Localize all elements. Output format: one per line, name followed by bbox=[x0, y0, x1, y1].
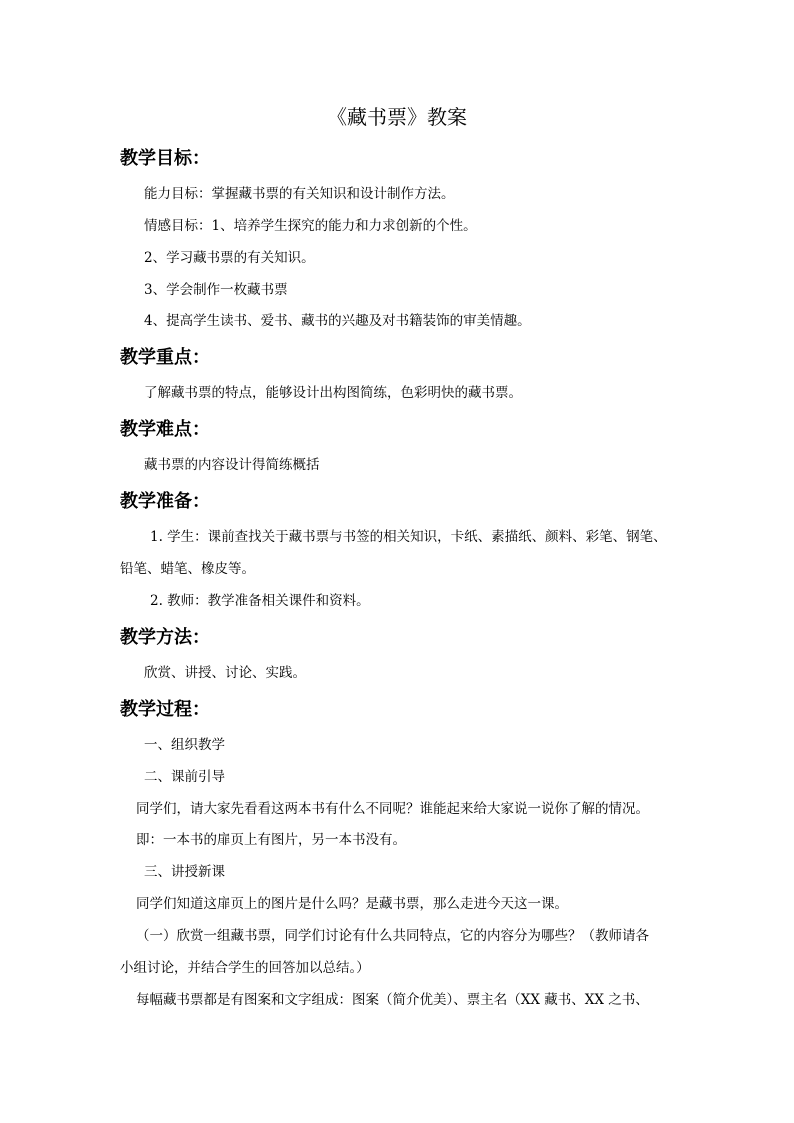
heading-process: 教学过程： bbox=[120, 699, 210, 720]
methods-line-1: 欣赏、讲授、讨论、实践。 bbox=[144, 665, 306, 681]
goals-line-5: 4、提高学生读书、爱书、藏书的兴趣及对书籍装饰的审美情趣。 bbox=[144, 313, 531, 329]
preparation-line-3: 2. 教师：教学准备相关课件和资料。 bbox=[150, 593, 370, 609]
process-line-2: 二、课前引导 bbox=[144, 769, 225, 785]
process-line-3: 同学们，请大家先看看这两本书有什么不同呢？谁能起来给大家说一说你了解的情况。 bbox=[136, 801, 649, 817]
preparation-line-2: 铅笔、蜡笔、橡皮等。 bbox=[120, 561, 255, 577]
process-line-6: 同学们知道这扉页上的图片是什么吗？是藏书票，那么走进今天这一课。 bbox=[136, 896, 568, 912]
goals-line-4: 3、学会制作一枚藏书票 bbox=[144, 282, 288, 298]
heading-goals: 教学目标： bbox=[120, 148, 210, 169]
process-line-7: （一）欣赏一组藏书票，同学们讨论有什么共同特点，它的内容分为哪些？（教师请各 bbox=[136, 928, 649, 944]
goals-line-1: 能力目标：掌握藏书票的有关知识和设计制作方法。 bbox=[144, 186, 455, 202]
key-points-line-1: 了解藏书票的特点，能够设计出构图简练，色彩明快的藏书票。 bbox=[144, 385, 522, 401]
heading-methods: 教学方法： bbox=[120, 627, 210, 648]
process-line-8: 小组讨论，并结合学生的回答加以总结。） bbox=[120, 960, 370, 976]
process-line-5: 三、讲授新课 bbox=[144, 864, 225, 880]
preparation-line-1: 1. 学生：课前查找关于藏书票与书签的相关知识，卡纸、素描纸、颜料、彩笔、钢笔、 bbox=[150, 529, 667, 545]
goals-line-3: 2、学习藏书票的有关知识。 bbox=[144, 250, 315, 266]
heading-difficulties: 教学难点： bbox=[120, 419, 210, 440]
process-line-4: 即：一本书的扉页上有图片，另一本书没有。 bbox=[136, 832, 406, 848]
goals-line-2: 情感目标：1、培养学生探究的能力和力求创新的个性。 bbox=[144, 218, 477, 234]
process-line-9: 每幅藏书票都是有图案和文字组成：图案（简介优美）、票主名（XX 藏书、XX 之书、 bbox=[136, 992, 649, 1008]
heading-key-points: 教学重点： bbox=[120, 347, 210, 368]
process-line-1: 一、组织教学 bbox=[144, 737, 225, 753]
heading-preparation: 教学准备： bbox=[120, 491, 210, 512]
difficulties-line-1: 藏书票的内容设计得简练概括 bbox=[144, 457, 320, 473]
document-title: 《藏书票》教案 bbox=[327, 105, 467, 129]
